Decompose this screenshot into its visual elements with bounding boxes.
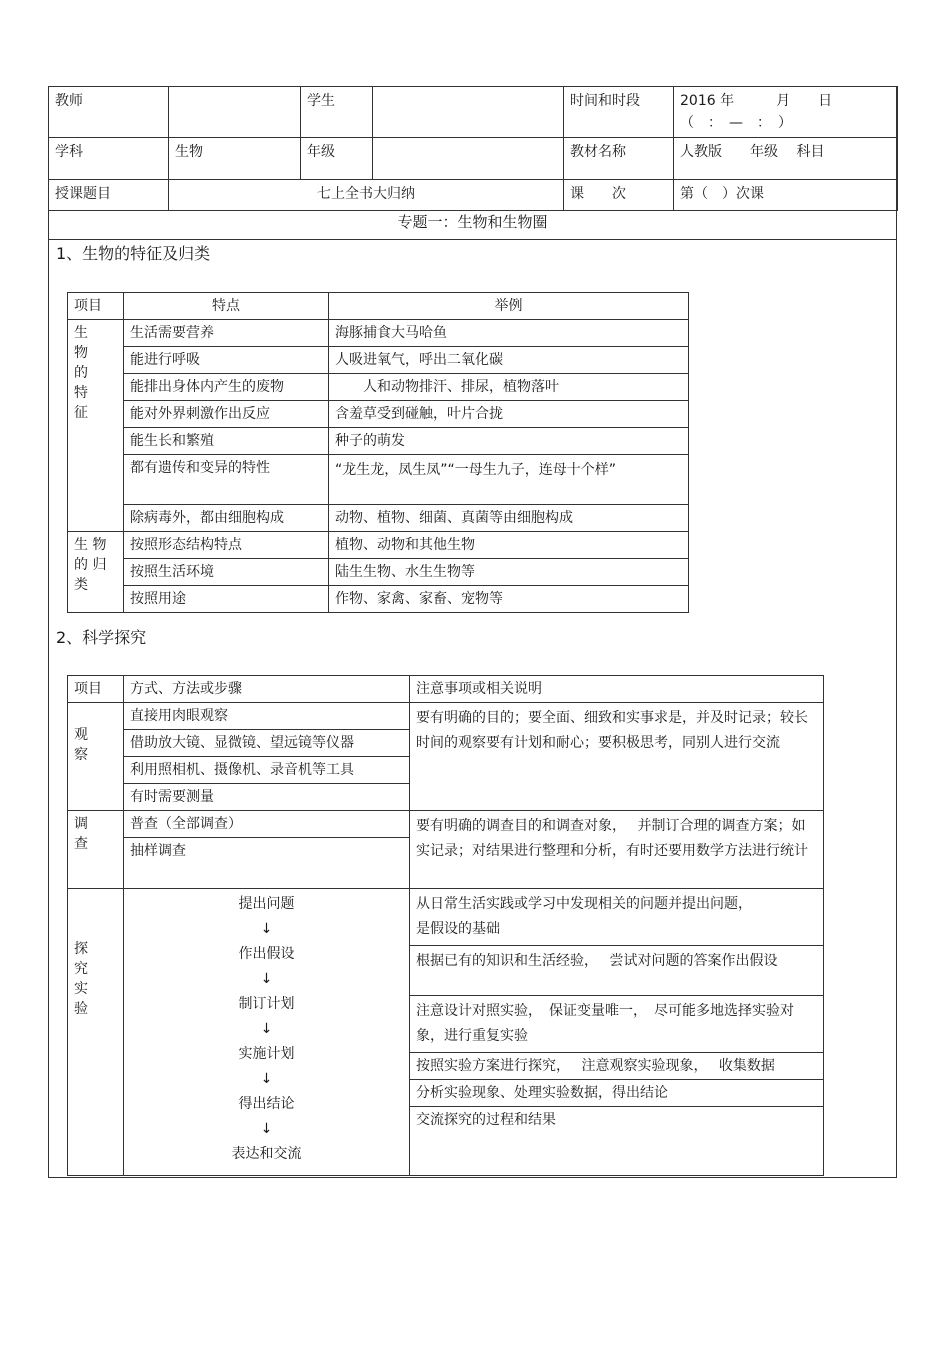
teacher-label: 教师: [49, 87, 169, 138]
survey-note: 要有明确的调查目的和调查对象， 并制订合理的调查方案；如实记录；对结果进行整理和分析，有时还要用数学方法进行统计: [410, 811, 824, 889]
example-cell: 植物、动物和其他生物: [329, 532, 689, 559]
example-cell: “龙生龙，凤生凤”“一母生九子，连母十个样”: [329, 455, 689, 505]
topic-title: 专题一：生物和生物圈: [49, 209, 896, 240]
method-cell: 有时需要测量: [124, 784, 410, 811]
col-header-item: 项目: [68, 676, 124, 703]
step-6: 表达和交流: [231, 1146, 302, 1162]
feature-cell: 能对外界刺激作出反应: [124, 401, 329, 428]
explore-note: 交流探究的过程和结果: [410, 1107, 824, 1176]
teacher-value: [169, 87, 301, 138]
arrow-down-icon: ↓: [260, 971, 273, 987]
observe-label: 观 察: [68, 703, 124, 811]
survey-label: 调 查: [68, 811, 124, 889]
col-header-method: 方式、方法或步骤: [124, 676, 410, 703]
explore-note: 根据已有的知识和生活经验， 尝试对问题的答案作出假设: [410, 946, 824, 996]
example-cell: 含羞草受到碰触，叶片合拢: [329, 401, 689, 428]
feature-cell: 按照形态结构特点: [124, 532, 329, 559]
textbook-label: 教材名称: [564, 138, 674, 180]
col-header-item: 项目: [68, 293, 124, 320]
student-label: 学生: [301, 87, 373, 138]
section1-title: 1、生物的特征及归类: [56, 244, 211, 263]
step-2: 作出假设: [238, 946, 295, 962]
feature-cell: 能进行呼吸: [124, 347, 329, 374]
textbook-value: 人教版 年级 科目: [674, 138, 898, 180]
grade-value: [373, 138, 564, 180]
topic-label: 授课题目: [49, 180, 169, 211]
feature-cell: 能生长和繁殖: [124, 428, 329, 455]
feature-cell: 生活需要营养: [124, 320, 329, 347]
feature-cell: 能排出身体内产生的废物: [124, 374, 329, 401]
step-5: 得出结论: [238, 1096, 295, 1112]
feature-cell: 都有遗传和变异的特性: [124, 455, 329, 505]
group-characteristics-label: 生 物 的 特 征: [68, 320, 124, 532]
example-cell: 动物、植物、细菌、真菌等由细胞构成: [329, 505, 689, 532]
feature-cell: 除病毒外，都由细胞构成: [124, 505, 329, 532]
col-header-note: 注意事项或相关说明: [410, 676, 824, 703]
time-date: 2016 年 月 日: [680, 93, 833, 109]
feature-cell: 按照生活环境: [124, 559, 329, 586]
lesson-value: 第（ ）次课: [674, 180, 898, 211]
method-cell: 利用照相机、摄像机、录音机等工具: [124, 757, 410, 784]
step-3: 制订计划: [238, 996, 295, 1012]
header-table: [48, 86, 898, 211]
example-cell: 作物、家禽、家畜、宠物等: [329, 586, 689, 613]
group-classification-label: 生 物 的 归 类: [68, 532, 124, 613]
feature-cell: 按照用途: [124, 586, 329, 613]
method-cell: 借助放大镜、显微镜、望远镜等仪器: [124, 730, 410, 757]
characteristics-table: [67, 292, 689, 613]
time-label: 时间和时段: [564, 87, 674, 138]
col-header-feature: 特点: [124, 293, 329, 320]
col-header-example: 举例: [329, 293, 689, 320]
subject-label: 学科: [49, 138, 169, 180]
explore-label: 探 究 实 验: [68, 889, 124, 1176]
inquiry-table: [67, 675, 824, 1176]
arrow-down-icon: ↓: [260, 1121, 273, 1137]
observe-note: 要有明确的目的；要全面、细致和实事求是，并及时记录；较长时间的观察要有计划和耐心；要积极思考，同别人进行交流: [410, 703, 824, 811]
explore-note: 从日常生活实践或学习中发现相关的问题并提出问题， 是假设的基础: [410, 889, 824, 946]
example-cell: 种子的萌发: [329, 428, 689, 455]
explore-note: 分析实验现象、处理实验数据，得出结论: [410, 1080, 824, 1107]
time-range: （ ： — ： ）: [680, 115, 792, 131]
step-1: 提出问题: [238, 896, 295, 912]
time-value: [674, 87, 898, 138]
section2-title: 2、科学探究: [56, 628, 147, 647]
explore-note: 注意设计对照实验， 保证变量唯一， 尽可能多地选择实验对象，进行重复实验: [410, 996, 824, 1053]
explore-steps: [124, 889, 410, 1176]
student-value: [373, 87, 564, 138]
topic-value: 七上全书大归纳: [169, 180, 564, 211]
arrow-down-icon: ↓: [260, 921, 273, 937]
example-cell: 人和动物排汗、排尿，植物落叶: [329, 374, 689, 401]
method-cell: 抽样调查: [124, 838, 410, 889]
lesson-label: 课 次: [564, 180, 674, 211]
subject-value: 生物: [169, 138, 301, 180]
method-cell: 普查（全部调查）: [124, 811, 410, 838]
example-cell: 陆生生物、水生生物等: [329, 559, 689, 586]
explore-note: 按照实验方案进行探究， 注意观察实验现象， 收集数据: [410, 1053, 824, 1080]
example-cell: 海豚捕食大马哈鱼: [329, 320, 689, 347]
example-cell: 人吸进氧气，呼出二氧化碳: [329, 347, 689, 374]
method-cell: 直接用肉眼观察: [124, 703, 410, 730]
step-4: 实施计划: [238, 1046, 295, 1062]
arrow-down-icon: ↓: [260, 1071, 273, 1087]
arrow-down-icon: ↓: [260, 1021, 273, 1037]
grade-label: 年级: [301, 138, 373, 180]
